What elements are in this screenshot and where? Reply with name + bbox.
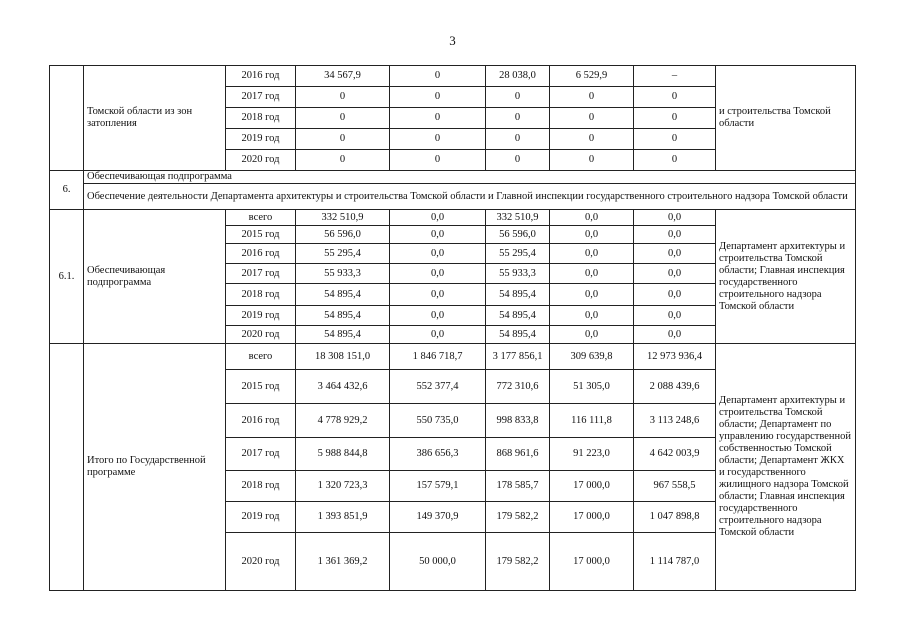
value-cell: 1 846 718,7 — [390, 344, 486, 370]
value-cell: 0 — [390, 150, 486, 171]
value-cell: 4 778 929,2 — [296, 404, 390, 438]
year-cell: 2020 год — [226, 533, 296, 591]
value-cell: 0 — [390, 87, 486, 108]
value-cell: 34 567,9 — [296, 66, 390, 87]
value-cell: 4 642 003,9 — [634, 438, 716, 471]
value-cell: 386 656,3 — [390, 438, 486, 471]
responsible-cell: Департамент архитектуры и строительства Томской области; Департамент по управлению государственной собственностью Томской области; Департамент ЖКХ и государственного жилищного надзора Томской области; Главная инспекция государственного строительного надзора Томской области — [716, 344, 856, 591]
value-cell: 178 585,7 — [486, 471, 550, 502]
year-cell: 2015 год — [226, 226, 296, 244]
value-cell: 550 735,0 — [390, 404, 486, 438]
value-cell: 55 933,3 — [296, 264, 390, 284]
value-cell: 0,0 — [634, 326, 716, 344]
value-cell: 51 305,0 — [550, 370, 634, 404]
value-cell: 552 377,4 — [390, 370, 486, 404]
value-cell: 17 000,0 — [550, 502, 634, 533]
value-cell: 55 933,3 — [486, 264, 550, 284]
value-cell: 55 295,4 — [486, 244, 550, 264]
value-cell: 0,0 — [634, 244, 716, 264]
year-cell: всего — [226, 344, 296, 370]
value-cell: 55 295,4 — [296, 244, 390, 264]
value-cell: 332 510,9 — [296, 210, 390, 226]
value-cell: 149 370,9 — [390, 502, 486, 533]
year-cell: 2017 год — [226, 438, 296, 471]
value-cell: 0,0 — [390, 306, 486, 326]
value-cell: 772 310,6 — [486, 370, 550, 404]
year-cell: 2017 год — [226, 87, 296, 108]
value-cell: 0 — [634, 150, 716, 171]
value-cell: 0 — [486, 87, 550, 108]
value-cell: 179 582,2 — [486, 533, 550, 591]
year-cell: 2016 год — [226, 404, 296, 438]
value-cell: 0 — [486, 150, 550, 171]
value-cell: 0,0 — [550, 244, 634, 264]
value-cell: 3 464 432,6 — [296, 370, 390, 404]
value-cell: 0,0 — [550, 226, 634, 244]
section-subtitle-row — [50, 184, 856, 210]
value-cell: 332 510,9 — [486, 210, 550, 226]
value-cell: 0,0 — [550, 326, 634, 344]
value-cell: 1 320 723,3 — [296, 471, 390, 502]
value-cell: 0 — [550, 129, 634, 150]
value-cell: 0,0 — [390, 326, 486, 344]
section-number: 6. — [50, 171, 84, 210]
value-cell: 1 047 898,8 — [634, 502, 716, 533]
value-cell: 17 000,0 — [550, 533, 634, 591]
value-cell: 56 596,0 — [296, 226, 390, 244]
year-cell: 2018 год — [226, 108, 296, 129]
value-cell: 54 895,4 — [486, 306, 550, 326]
value-cell: 0 — [634, 87, 716, 108]
value-cell: 54 895,4 — [296, 326, 390, 344]
value-cell: 0 — [550, 108, 634, 129]
value-cell: 0,0 — [390, 284, 486, 306]
value-cell: 116 111,8 — [550, 404, 634, 438]
value-cell: 0,0 — [550, 210, 634, 226]
value-cell: 0 — [550, 150, 634, 171]
year-cell: 2019 год — [226, 129, 296, 150]
value-cell: 0 — [486, 108, 550, 129]
section-title: Обеспечивающая подпрограмма — [84, 171, 856, 184]
value-cell: 0 — [296, 108, 390, 129]
year-cell: 2016 год — [226, 244, 296, 264]
value-cell: 179 582,2 — [486, 502, 550, 533]
value-cell: 0,0 — [390, 210, 486, 226]
value-cell: 868 961,6 — [486, 438, 550, 471]
year-cell: 2018 год — [226, 471, 296, 502]
program-table — [49, 65, 856, 591]
value-cell: 56 596,0 — [486, 226, 550, 244]
value-cell: 54 895,4 — [296, 306, 390, 326]
year-cell: 2019 год — [226, 502, 296, 533]
value-cell: 1 114 787,0 — [634, 533, 716, 591]
value-cell: 0 — [296, 129, 390, 150]
value-cell: 0,0 — [550, 306, 634, 326]
year-cell: 2017 год — [226, 264, 296, 284]
value-cell: 1 361 369,2 — [296, 533, 390, 591]
value-cell: 54 895,4 — [296, 284, 390, 306]
value-cell: 54 895,4 — [486, 326, 550, 344]
value-cell: 0 — [296, 87, 390, 108]
value-cell: 0,0 — [634, 306, 716, 326]
row-name: Обеспечивающая подпрограмма — [84, 210, 226, 344]
year-cell: 2018 год — [226, 284, 296, 306]
value-cell: 157 579,1 — [390, 471, 486, 502]
value-cell: 0,0 — [634, 284, 716, 306]
responsible-cell: Департамент архитектуры и строительства Томской области; Главная инспекция государственного строительного надзора Томской области — [716, 210, 856, 344]
value-cell: 0,0 — [550, 264, 634, 284]
year-cell: 2016 год — [226, 66, 296, 87]
value-cell: 5 988 844,8 — [296, 438, 390, 471]
value-cell: 17 000,0 — [550, 471, 634, 502]
row-number — [50, 344, 84, 591]
value-cell: 967 558,5 — [634, 471, 716, 502]
year-cell: всего — [226, 210, 296, 226]
table-body — [50, 66, 856, 591]
row-number — [50, 66, 84, 171]
year-cell: 2019 год — [226, 306, 296, 326]
value-cell: 0 — [390, 66, 486, 87]
table-row — [50, 66, 856, 87]
section-header-row — [50, 171, 856, 184]
value-cell: 0 — [390, 108, 486, 129]
value-cell: 0 — [634, 129, 716, 150]
value-cell: 50 000,0 — [390, 533, 486, 591]
value-cell: 54 895,4 — [486, 284, 550, 306]
value-cell: 0 — [486, 129, 550, 150]
year-cell: 2020 год — [226, 326, 296, 344]
value-cell: 0,0 — [634, 226, 716, 244]
value-cell: 3 113 248,6 — [634, 404, 716, 438]
year-cell: 2015 год — [226, 370, 296, 404]
value-cell: 0 — [550, 87, 634, 108]
value-cell: 2 088 439,6 — [634, 370, 716, 404]
value-cell: 0 — [390, 129, 486, 150]
value-cell: 18 308 151,0 — [296, 344, 390, 370]
value-cell: 28 038,0 — [486, 66, 550, 87]
table-row — [50, 210, 856, 226]
value-cell: 0,0 — [634, 210, 716, 226]
value-cell: – — [634, 66, 716, 87]
row-number: 6.1. — [50, 210, 84, 344]
responsible-cell: и строительства Томской области — [716, 66, 856, 171]
value-cell: 0,0 — [634, 264, 716, 284]
table-row — [50, 344, 856, 370]
value-cell: 12 973 936,4 — [634, 344, 716, 370]
value-cell: 0,0 — [550, 284, 634, 306]
value-cell: 1 393 851,9 — [296, 502, 390, 533]
value-cell: 998 833,8 — [486, 404, 550, 438]
value-cell: 3 177 856,1 — [486, 344, 550, 370]
value-cell: 0 — [634, 108, 716, 129]
value-cell: 91 223,0 — [550, 438, 634, 471]
value-cell: 0,0 — [390, 244, 486, 264]
value-cell: 0,0 — [390, 264, 486, 284]
value-cell: 0 — [296, 150, 390, 171]
page-number: 3 — [449, 33, 456, 48]
value-cell: 6 529,9 — [550, 66, 634, 87]
value-cell: 309 639,8 — [550, 344, 634, 370]
row-name: Итого по Государственной программе — [84, 344, 226, 591]
section-subtitle: Обеспечение деятельности Департамента архитектуры и строительства Томской области и Главной инспекции государственного строительного надзора Томской области — [84, 184, 856, 210]
value-cell: 0,0 — [390, 226, 486, 244]
row-name: Томской области из зон затопления — [84, 66, 226, 171]
year-cell: 2020 год — [226, 150, 296, 171]
